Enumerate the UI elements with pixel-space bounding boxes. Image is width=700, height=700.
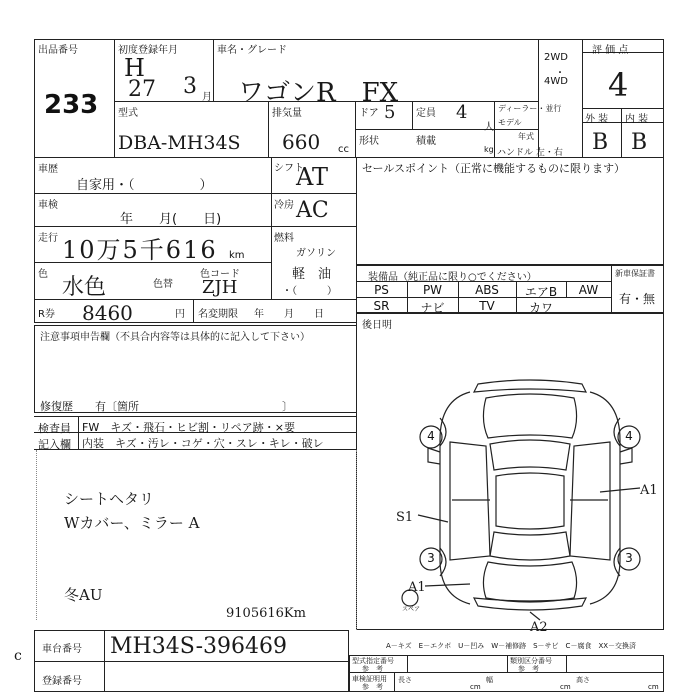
warranty-value: 有・無 bbox=[619, 292, 656, 306]
mileage-label: 走行 bbox=[38, 233, 58, 244]
first-reg-month-unit: 月 bbox=[202, 92, 212, 103]
damage-legend: A－キズ E－エクボ U－凹み W－補修跡 S－サビ C－腐食 XX－交換済 bbox=[386, 642, 637, 650]
inspector-row1-items: FW キズ・飛石・ヒビ割・リペア跡・×要 bbox=[82, 421, 295, 434]
hand-note-1: シートヘタリ bbox=[64, 490, 155, 508]
dealer-label: ディーラー・並行 bbox=[498, 104, 562, 113]
equip-navi: ナビ bbox=[420, 301, 445, 315]
equip-tv: TV bbox=[479, 299, 495, 313]
load-label: 積載 bbox=[416, 136, 436, 147]
chassis-value: MH34S-396469 bbox=[110, 634, 287, 659]
displacement-unit: cc bbox=[338, 144, 349, 155]
spare-label: スペア bbox=[402, 606, 421, 613]
equip-pw: PW bbox=[422, 283, 443, 297]
fuel-label: 燃料 bbox=[274, 233, 294, 244]
wd4: 4WD bbox=[544, 76, 568, 87]
first-reg-label: 初度登録年月 bbox=[118, 45, 178, 56]
model-label: 型式 bbox=[118, 108, 138, 119]
ext-label: 外 装 bbox=[585, 114, 609, 125]
wd-dot: ・ bbox=[555, 68, 565, 79]
car-name-label: 車名・グレード bbox=[217, 45, 287, 56]
equip-abs: ABS bbox=[475, 283, 499, 297]
ac-label: 冷房 bbox=[274, 200, 294, 211]
first-reg-era: H bbox=[124, 54, 145, 82]
capacity: 4 bbox=[456, 102, 468, 123]
shift-value: AT bbox=[296, 163, 329, 191]
capacity-unit: 人 bbox=[484, 122, 494, 133]
warranty-label: 新車保証書 bbox=[615, 269, 655, 278]
sales-point-label: セールスポイント（正常に機能するものに限ります） bbox=[362, 162, 626, 175]
cert-label: 車検証明用 bbox=[352, 675, 387, 683]
mark-right: A1 bbox=[640, 483, 658, 498]
shape-label: 形状 bbox=[359, 136, 379, 147]
history-label: 車歴 bbox=[38, 164, 58, 175]
color-code-label: 色コード bbox=[200, 269, 240, 280]
chassis-side-mark: c bbox=[14, 648, 22, 664]
lot-no: 233 bbox=[44, 90, 99, 120]
mark-bottom: A2 bbox=[530, 620, 548, 635]
first-reg-year: 27 bbox=[128, 77, 156, 102]
fuel-value1: ガソリン bbox=[296, 248, 336, 259]
score-label: 評 価 点 bbox=[592, 45, 629, 56]
wd2: 2WD bbox=[544, 52, 568, 63]
handle-label: ハンドル 左・右 bbox=[497, 148, 563, 158]
displacement-label: 排気量 bbox=[272, 108, 302, 119]
model-year-label2: 年式 bbox=[518, 132, 534, 141]
equip-aw: AW bbox=[578, 283, 599, 297]
rear-label: 後日明 bbox=[362, 320, 392, 331]
type-label1b: 参 考 bbox=[362, 665, 383, 673]
shift-label: シフト bbox=[274, 163, 304, 174]
recycle-value: 8460 bbox=[82, 301, 133, 325]
equip-sr: SR bbox=[373, 299, 390, 313]
length-label: 長さ bbox=[398, 676, 412, 684]
name-change-label: 名変期限 bbox=[198, 309, 238, 320]
type-label2b: 参 考 bbox=[518, 665, 539, 673]
equip-ps: PS bbox=[374, 283, 389, 297]
inspection-value: 年 月( 日) bbox=[120, 212, 222, 227]
notes-label: 注意事項申告欄（不具合内容等は具体的に記入して下さい） bbox=[40, 332, 310, 343]
hand-note-2: Wカバー、ミラー A bbox=[64, 514, 200, 532]
history-value: 自家用・（ ） bbox=[76, 178, 213, 193]
car-name: ワゴンR FX bbox=[238, 78, 399, 108]
mileage-value: 10万5千616 bbox=[62, 236, 218, 264]
inspector-row1-label: 検査員 bbox=[38, 422, 71, 435]
equipment-label: 装備品（純正品に限り○でください） bbox=[368, 272, 537, 283]
height-unit: cm bbox=[648, 683, 659, 691]
equip-leather: カワ bbox=[528, 301, 553, 315]
hand-note-4: 9105616Km bbox=[226, 606, 306, 621]
tire-rr: 3 bbox=[625, 551, 633, 565]
recycle-label: R券 bbox=[38, 309, 55, 320]
mark-bottom-left: A1 bbox=[408, 580, 426, 595]
score: 4 bbox=[608, 66, 629, 104]
tire-rl: 3 bbox=[427, 551, 435, 565]
inspector-row2-label: 記入欄 bbox=[38, 438, 71, 451]
recycle-unit: 円 bbox=[175, 309, 185, 320]
hand-note-3: 冬AU bbox=[64, 586, 103, 604]
model-year-label: モデル bbox=[498, 118, 522, 127]
capacity-label: 定員 bbox=[416, 108, 436, 119]
fuel-value2: 軽 油 bbox=[292, 267, 332, 282]
color-value: 水色 bbox=[62, 275, 107, 300]
inspection-label: 車検 bbox=[38, 200, 58, 211]
equip-airbag: エアB bbox=[524, 285, 558, 299]
chassis-label: 車台番号 bbox=[42, 644, 82, 655]
int-grade: B bbox=[631, 130, 648, 155]
lot-no-label: 出品番号 bbox=[38, 45, 78, 56]
doors: 5 bbox=[384, 102, 396, 123]
int-label: 内 装 bbox=[625, 114, 649, 125]
model: DBA-MH34S bbox=[118, 132, 241, 154]
load-unit: kg bbox=[484, 145, 494, 154]
width-unit: cm bbox=[560, 683, 571, 691]
inspector-row2-items: 内装 キズ・汚レ・コゲ・穴・スレ・キレ・破レ bbox=[82, 437, 324, 450]
mark-left: S1 bbox=[396, 510, 414, 525]
type-label2: 類別区分番号 bbox=[510, 657, 552, 665]
doors-label: ドア bbox=[359, 108, 379, 119]
fuel-value3: ・（ ） bbox=[282, 286, 337, 297]
displacement: 660 bbox=[282, 130, 321, 154]
color-label: 色 bbox=[38, 269, 48, 280]
first-reg-month: 3 bbox=[183, 74, 197, 99]
ext-grade: B bbox=[592, 130, 609, 155]
name-change-value: 年 月 日 bbox=[254, 309, 324, 320]
repair-label: 修復歴 有〔箇所 〕 bbox=[40, 400, 293, 413]
color-code: ZJH bbox=[202, 277, 238, 298]
length-unit: cm bbox=[470, 683, 481, 691]
width-label: 幅 bbox=[486, 676, 493, 684]
cert-label2: 参 考 bbox=[362, 683, 383, 691]
mileage-unit: km bbox=[229, 250, 245, 261]
ac-value: AC bbox=[296, 198, 329, 223]
color-change-label: 色替 bbox=[153, 279, 173, 290]
registration-label: 登録番号 bbox=[42, 676, 82, 687]
height-label: 高さ bbox=[576, 676, 590, 684]
type-label1: 型式指定番号 bbox=[352, 657, 394, 665]
tire-fr: 4 bbox=[625, 429, 633, 443]
tire-fl: 4 bbox=[427, 429, 435, 443]
